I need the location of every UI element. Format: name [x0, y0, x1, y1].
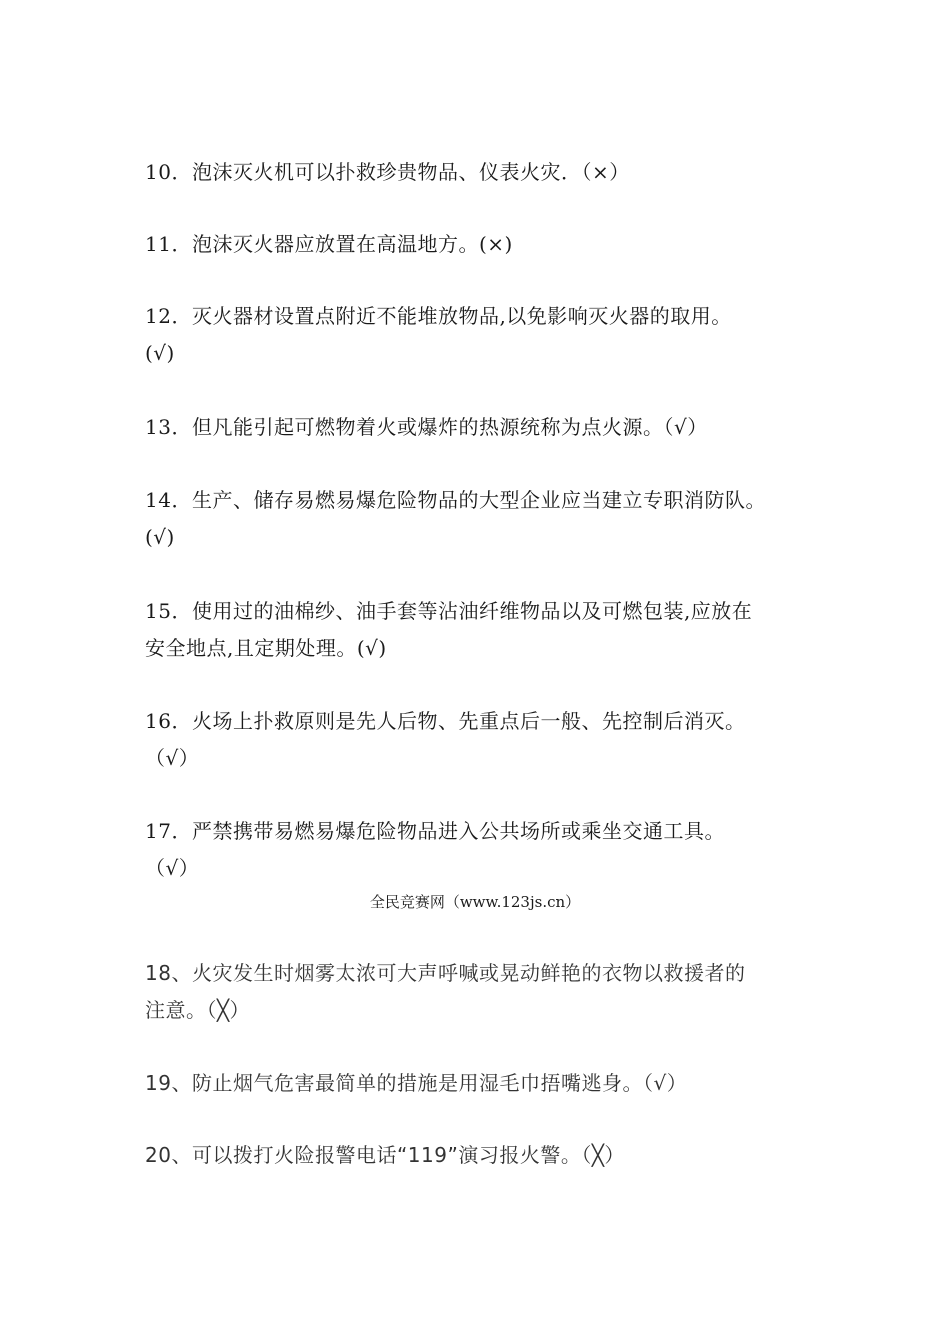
footer-watermark: 全民竞赛网（www.123js.cn） [369, 893, 581, 911]
question-17: 17．严禁携带易燃易爆危险物品进入公共场所或乘坐交通工具。 [145, 819, 725, 843]
question-16-answer: （√） [145, 746, 200, 770]
question-12: 12．灭火器材设置点附近不能堆放物品,以免影响灭火器的取用。 [145, 304, 732, 328]
question-15-cont: 安全地点,且定期处理。(√) [145, 636, 387, 660]
question-17-answer: （√） [145, 856, 200, 880]
question-14: 14．生产、储存易燃易爆危险物品的大型企业应当建立专职消防队。 [145, 488, 766, 512]
question-13: 13．但凡能引起可燃物着火或爆炸的热源统称为点火源。（√） [145, 415, 708, 439]
question-18: 18、火灾发生时烟雾太浓可大声呼喊或晃动鲜艳的衣物以救援者的 [145, 961, 746, 985]
question-20: 20、可以拨打火险报警电话“119”演习报火警。（╳） [145, 1143, 625, 1167]
question-18-cont: 注意。（╳） [145, 998, 251, 1022]
question-12-answer: (√) [145, 341, 175, 365]
question-11: 11．泡沫灭火器应放置在高温地方。(×) [145, 232, 513, 256]
question-16: 16．火场上扑救原则是先人后物、先重点后一般、先控制后消灭。 [145, 709, 746, 733]
question-10: 10．泡沫灭火机可以扑救珍贵物品、仪表火灾．（×） [145, 160, 630, 184]
question-14-answer: (√) [145, 525, 175, 549]
question-15: 15．使用过的油棉纱、油手套等沾油纤维物品以及可燃包装,应放在 [145, 599, 753, 623]
question-19: 19、防止烟气危害最简单的措施是用湿毛巾捂嘴逃身。（√） [145, 1071, 688, 1095]
